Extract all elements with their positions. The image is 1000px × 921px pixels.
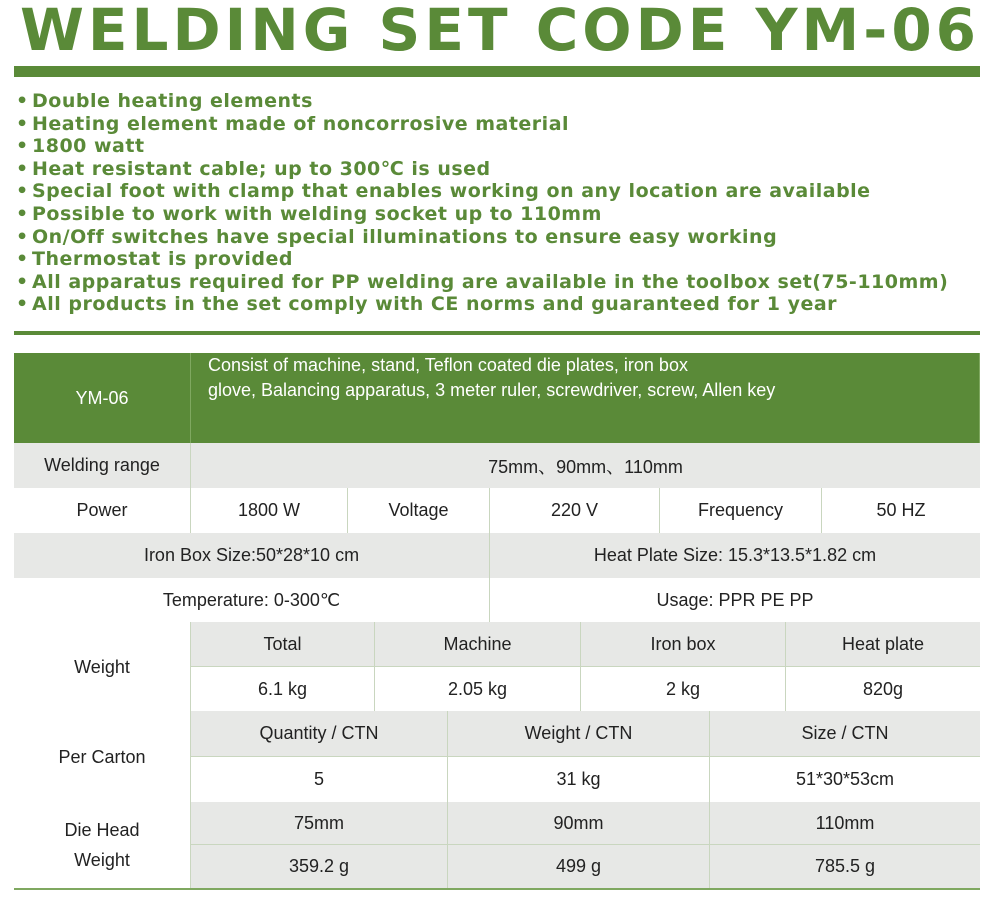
welding-range-value: 75mm、90mm、110mm: [488, 456, 683, 477]
spec-table: [14, 353, 980, 890]
die-head-weight: 785.5 g: [814, 856, 876, 876]
weight-label: Weight: [14, 622, 191, 711]
usage: Usage: PPR PE PP: [656, 589, 814, 610]
weight-header: Total: [191, 622, 375, 666]
die-head-size: 110mm: [815, 812, 875, 833]
welding-range-row: [14, 443, 980, 489]
feature-item: • Double heating elements: [16, 90, 313, 112]
welding-range-label: Welding range: [14, 443, 191, 488]
feature-item: • All apparatus required for PP welding are available in the toolbox set(75-110mm): [16, 270, 949, 293]
feature-item: • Possible to work with welding socket up to 110mm: [16, 202, 602, 225]
model-row: [14, 353, 980, 443]
weight-value: 2.05 kg: [375, 667, 581, 711]
frequency-value: 50 HZ: [876, 500, 926, 520]
die-head-group: [14, 802, 980, 888]
die-head-label-line-1: Die Head: [64, 820, 140, 840]
bullet-icon: •: [16, 202, 29, 225]
set-contents-line-1: Consist of machine, stand, Teflon coated die plates, iron box: [208, 355, 688, 375]
power-value: 1800 W: [191, 488, 348, 533]
die-head-label-line-2: Weight: [74, 850, 130, 870]
section-divider: [14, 331, 980, 335]
iron-box-size: Iron Box Size:50*28*10 cm: [14, 533, 490, 578]
heat-plate-size: Heat Plate Size: 15.3*13.5*1.82 cm: [593, 545, 877, 565]
electrical-row: [14, 488, 980, 534]
die-head-label: [14, 802, 191, 888]
die-head-size: 90mm: [448, 802, 710, 844]
die-head-size: 75mm: [191, 802, 448, 844]
power-label: Power: [14, 488, 191, 533]
feature-item: • Heating element made of noncorrosive material: [16, 112, 570, 135]
bullet-icon: •: [16, 248, 29, 271]
bullet-icon: •: [16, 293, 29, 316]
weight-header: Heat plate: [841, 633, 925, 654]
model-code: YM-06: [14, 353, 191, 443]
bullet-icon: •: [16, 135, 29, 158]
carton-group: [14, 711, 980, 803]
weight-header: Iron box: [581, 622, 786, 666]
feature-item: • Heat resistant cable; up to 300℃ is used: [16, 157, 491, 180]
weight-group: [14, 622, 980, 712]
weight-value-row: [191, 667, 980, 711]
weight-value: 6.1 kg: [191, 667, 375, 711]
size-row: [14, 533, 980, 579]
feature-item: • 1800 watt: [16, 135, 145, 158]
carton-header: Size / CTN: [801, 723, 889, 743]
carton-value: 51*30*53cm: [795, 769, 895, 789]
feature-item: • On/Off switches have special illuminations to ensure easy working: [16, 225, 778, 248]
title-divider: [14, 66, 980, 77]
bullet-icon: •: [16, 270, 29, 293]
set-contents: [191, 353, 980, 443]
temperature-usage-row: [14, 578, 980, 623]
bullet-icon: •: [16, 90, 29, 112]
die-head-value-row: [191, 845, 980, 888]
carton-value: 31 kg: [448, 757, 710, 802]
carton-header: Weight / CTN: [448, 711, 710, 756]
bullet-icon: •: [16, 225, 29, 248]
weight-value: 2 kg: [581, 667, 786, 711]
temperature: Temperature: 0-300℃: [14, 578, 490, 622]
set-contents-line-2: glove, Balancing apparatus, 3 meter ruler, screwdriver, screw, Allen key: [208, 380, 776, 400]
weight-header: Machine: [375, 622, 581, 666]
bullet-icon: •: [16, 112, 29, 135]
feature-item: • Special foot with clamp that enables working on any location are available: [16, 180, 871, 203]
frequency-label: Frequency: [660, 488, 822, 533]
feature-item: • All products in the set comply with CE norms and guaranteed for 1 year: [16, 293, 838, 316]
carton-label: Per Carton: [14, 711, 191, 802]
feature-item: • Thermostat is provided: [16, 248, 293, 271]
voltage-value: 220 V: [490, 488, 660, 533]
weight-value: 820g: [862, 678, 904, 699]
bullet-icon: •: [16, 180, 29, 203]
weight-header-row: [191, 622, 980, 667]
carton-value: 5: [191, 757, 448, 802]
bullet-icon: •: [16, 157, 29, 180]
carton-header: Quantity / CTN: [191, 711, 448, 756]
voltage-label: Voltage: [348, 488, 490, 533]
feature-list: [16, 90, 986, 316]
page-title: WELDING SET CODE YM-06: [19, 0, 981, 64]
carton-header-row: [191, 711, 980, 757]
die-head-header-row: [191, 802, 980, 845]
carton-value-row: [191, 757, 980, 802]
die-head-weight: 499 g: [448, 845, 710, 888]
die-head-weight: 359.2 g: [191, 845, 448, 888]
